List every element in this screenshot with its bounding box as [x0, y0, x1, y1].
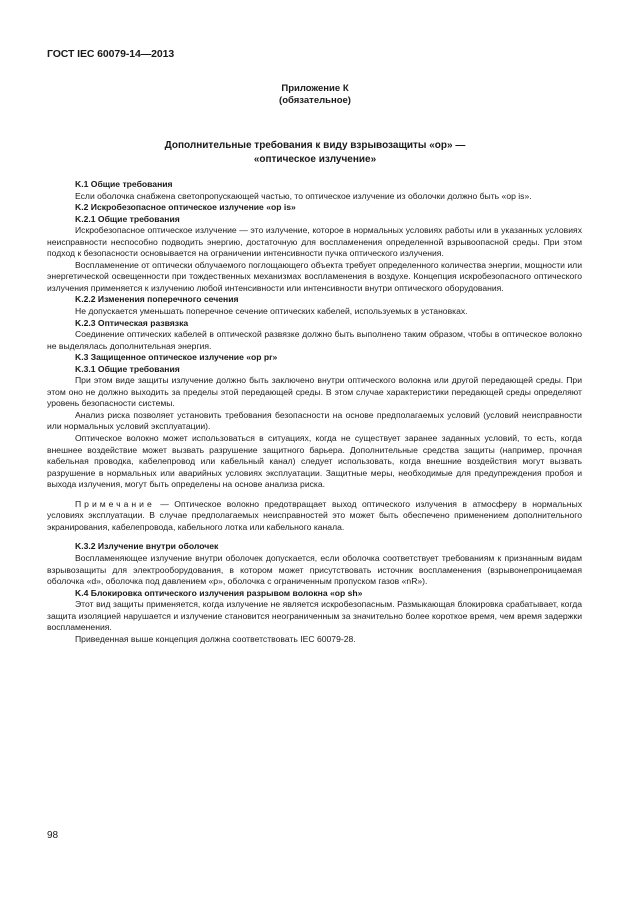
heading-k23: K.2.3 Оптическая развязка [75, 317, 189, 328]
paragraph-k32: Воспламеняющее излучение внутри оболочек допускается, если оболочка соответствует требованиям к признанным видам взрывозащиты для электрооборудования, в котором может присутствовать источник воспламенения (взрывонепроницаемая оболочка «d», оболочка под давлением «p», оболочка с ограниченным пропуском газов «nR»). [47, 552, 582, 587]
paragraph-k31-2: Анализ риска позволяет установить требования безопасности на основе предполагаемых условий (условий неисправности или нормальных условий эксплуатации). [47, 409, 582, 432]
heading-k1: K.1 Общие требования [75, 179, 173, 189]
paragraph-k31-1: При этом виде защиты излучение должно быть заключено внутри оптического волокна или другой передающей среды. При этом оно не должно выходить за пределы этой передающей среды. В этом случае характеристики передающей среды определяют уровень безопасности системы. [47, 375, 582, 409]
paragraph-k21-1: Искробезопасное оптическое излучение — это излучение, которое в нормальных условиях работы или в указанных условиях неисправности неспособно подводить энергию, достаточную для воспламенения определенной взрывоопасной среды. При этом подход к безопасности основывается на ограничении интенсивности пучка оптического излучения. [47, 225, 582, 259]
page-number: 98 [47, 830, 59, 841]
heading-k22: K.2.2 Изменения поперечного сечения [75, 294, 239, 305]
heading-k21: K.2.1 Общие требования [75, 213, 180, 224]
note-paragraph [47, 499, 582, 534]
paragraph-k31-3: Оптическое волокно может использоваться в ситуациях, когда не существует заранее заданных условий, то есть, когда внешнее воздействие может вызвать разрушение защитного барьера. Дополнительные средства защиты (например, прочная кабельная проводка, кабелепровод или кабельный канал) следует использовать, когда внешние воздействия могут вызвать разрушение в нормальных или аварийных условиях эксплуатации. Защитные меры, необходимые для предупреждения пробоя и выхода излучения, могут быть определены на основе анализа риска. [47, 433, 582, 490]
heading-k32: K.3.2 Излучение внутри оболочек [75, 541, 219, 552]
heading-k2: K.2 Искробезопасное оптическое излучение «op is» [75, 202, 296, 213]
note-label: Примечание [75, 498, 155, 509]
section-title-line2: «оптическое излучение» [253, 154, 377, 165]
section-title-line1: Дополнительные требования к виду взрывозащиты «op» — [164, 140, 466, 151]
paragraph-k4-1: Этот вид защиты применяется, когда излучение не является искробезопасным. Размыкающая блокировка срабатывает, когда защита изоляцией нарушается и излучение становится неограниченным за значительно более короткое время, чем время задержки воспламенения. [47, 599, 582, 633]
standard-header: ГОСТ IEC 60079-14—2013 [47, 48, 175, 60]
heading-k3: K.3 Защищенное оптическое излучение «op pr» [75, 352, 278, 363]
paragraph-k1: Если оболочка снабжена светопропускающей частью, то оптическое излучение из оболочки должно быть «op is». [75, 190, 532, 201]
paragraph-k22: Не допускается уменьшать поперечное сечение оптических кабелей, используемых в установках. [75, 306, 468, 317]
note-text: — Оптическое волокно предотвращает выход оптического излучения в атмосферу в нормальных условиях эксплуатации. В случае предполагаемых неисправностей это может быть обеспечено применением дополнительного экранирования, кабелепровода, кабельного лотка или кабельного канала. [47, 498, 582, 532]
annex-status: (обязательное) [279, 95, 351, 106]
paragraph-k21-2: Воспламенение от оптически облучаемого поглощающего объекта требует определенного количества энергии, мощности или энергетической освещенности при тождественных механизмах воспламенения в воздухе. Концепция искробезопасного оптического излучения применяется к излучению любой интенсивности или интенсивности внутри оптического оборудования. [47, 259, 582, 293]
heading-k31: K.3.1 Общие требования [75, 363, 180, 374]
annex-title: Приложение К [281, 83, 349, 94]
paragraph-k4-2: Приведенная выше концепция должна соответствовать IEC 60079-28. [75, 633, 356, 644]
heading-k4: K.4 Блокировка оптического излучения разрывом волокна «op sh» [75, 587, 363, 598]
paragraph-k23: Соединение оптических кабелей в оптической развязке должно быть выполнено таким образом, чтобы в оптическое волокно не выделялась дополнительная энергия. [47, 329, 582, 351]
document-body [47, 179, 582, 645]
